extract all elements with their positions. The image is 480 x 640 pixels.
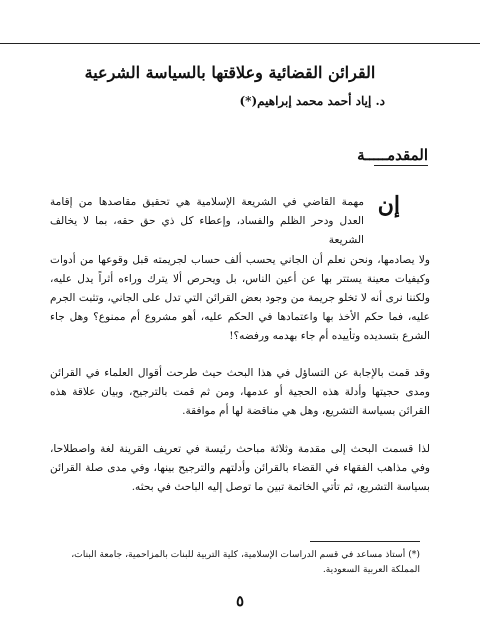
footnote-rule bbox=[310, 541, 420, 542]
section-heading: المقدمـــــة bbox=[357, 146, 428, 164]
article-title: القرائن القضائية وعلاقتها بالسياسة الشرعية bbox=[84, 63, 376, 82]
footnote: (*) أستاذ مساعد في قسم الدراسات الإسلامية، كلية التربية للبنات بالمزاحمية، جامعة البنات، المملكة العربية السعودية. bbox=[71, 549, 420, 575]
paragraph-2: ولا يصادمها، ونحن نعلم أن الجاني يحسب ألف حساب لجريمته قبل وقوعها من أدوات وكيفيات معينة يستتر بها عن أعين الناس، بل ويحرص ألا يترك وراءه أثراً يدل عليه، ولكننا نرى أنه لا تخلو جريمة من وجود بعض القرائن التي تدل على الجاني، وتثبت الجرم عليه، فما حكم الأخذ بها واعتمادها في الحكم عليه، أهو مشروع أم ممنوع؟ وهل جاء الشرع بتسديده وتأييده أم جاء بهدمه ورفضه؟! bbox=[50, 253, 430, 342]
paragraph-3: وقد قمت بالإجابة عن التساؤل في هذا البحث حيث طرحت أقوال العلماء في القرائن ومدى حجيتها وأدلة هذه الحجية أو عدمها، ومن ثم قمت بالترجيح، وبيان علاقة هذه القرائن بسياسة التشريع، وهل هي مناقضة لها أم موافقة. bbox=[50, 366, 430, 417]
paragraph-4: لذا قسمت البحث إلى مقدمة وثلاثة مباحث رئيسة في تعريف القرينة لغة واصطلاحا، وفي مذاهب الفقهاء في القضاء بالقرائن وأدلتهم والترجيح بينها، وفي مدى صلة القرائن بسياسة التشريع، ثم تأتي الخاتمة تبين ما توصل إليه الباحث في بحثه. bbox=[50, 442, 430, 493]
drop-cap: إن bbox=[377, 192, 400, 218]
page-number: ٥ bbox=[235, 592, 245, 610]
heading-underline bbox=[374, 165, 428, 166]
paragraph-1: مهمة القاضي في الشريعة الإسلامية هي تحقيق مقاصدها من إقامة العدل ودحر الظلم والفساد، وإعطاء كل ذي حق حقه، بما لا يخالف الشريعة bbox=[50, 195, 364, 246]
header-rule bbox=[0, 43, 480, 44]
article-author: د. إياد أحمد محمد إبراهيم(*) bbox=[239, 94, 385, 108]
